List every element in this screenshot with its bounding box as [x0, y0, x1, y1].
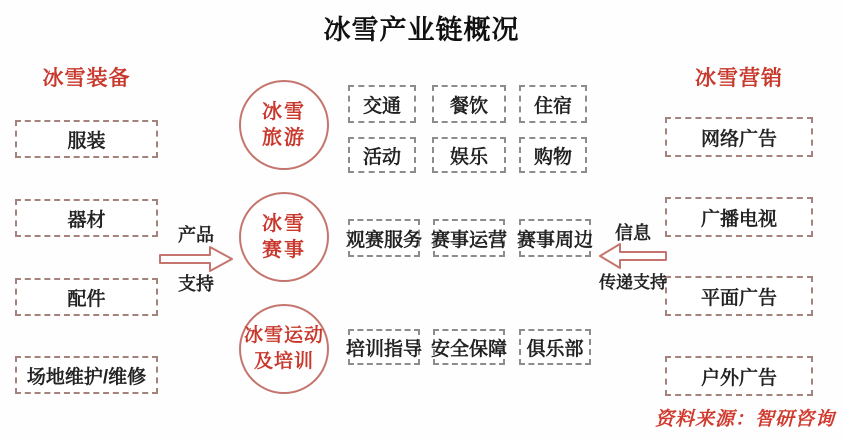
source-note: 资料来源：智研咨询: [654, 409, 835, 430]
left-item-venue-maintenance: 场地维护/维修: [15, 356, 158, 394]
circle-label-line1: 冰雪运动: [243, 325, 324, 346]
tourism-item-activities: 活动: [348, 137, 416, 173]
left-item-equipment: 器材: [15, 199, 158, 237]
events-item-viewing-services: 观赛服务: [348, 219, 420, 257]
training-item-club: 俱乐部: [519, 329, 591, 365]
left-arrow-bottom-label: 支持: [178, 274, 214, 294]
right-arrow-top-label: 信息: [615, 223, 651, 243]
circle-label-line1: 冰雪: [262, 101, 306, 123]
right-arrow-bottom-label: 传递支持: [599, 273, 667, 292]
circle-label-line2: 旅游: [262, 127, 306, 149]
tourism-item-catering: 餐饮: [432, 85, 506, 123]
circle-label-line2: 赛事: [262, 239, 306, 261]
info-transfer-arrow-icon: [598, 241, 668, 271]
right-item-broadcast-tv: 广播电视: [665, 197, 813, 237]
circle-snow-events: [239, 192, 329, 282]
left-column-header: 冰雪装备: [42, 67, 131, 90]
training-item-safety: 安全保障: [433, 329, 505, 365]
circle-label-line2: 及培训: [253, 351, 314, 372]
page-title: 冰雪产业链概况: [323, 15, 520, 45]
events-item-operations: 赛事运营: [433, 219, 505, 257]
events-item-merchandise: 赛事周边: [519, 219, 591, 257]
tourism-item-entertainment: 娱乐: [432, 137, 506, 173]
tourism-item-lodging: 住宿: [519, 85, 587, 123]
tourism-item-shopping: 购物: [519, 137, 587, 173]
right-item-print-ads: 平面广告: [665, 276, 813, 316]
circle-label-line1: 冰雪: [262, 213, 306, 235]
training-item-coaching: 培训指导: [348, 329, 420, 365]
circle-snow-tourism: [239, 80, 329, 170]
left-item-accessories: 配件: [15, 278, 158, 316]
tourism-item-transport: 交通: [348, 85, 416, 123]
left-item-clothing: 服装: [15, 120, 158, 158]
right-item-outdoor-ads: 户外广告: [665, 356, 813, 396]
right-item-online-ads: 网络广告: [665, 117, 813, 157]
right-column-header: 冰雪营销: [695, 67, 783, 90]
left-arrow-top-label: 产品: [178, 225, 214, 245]
circle-snow-sports-training: [239, 304, 329, 394]
